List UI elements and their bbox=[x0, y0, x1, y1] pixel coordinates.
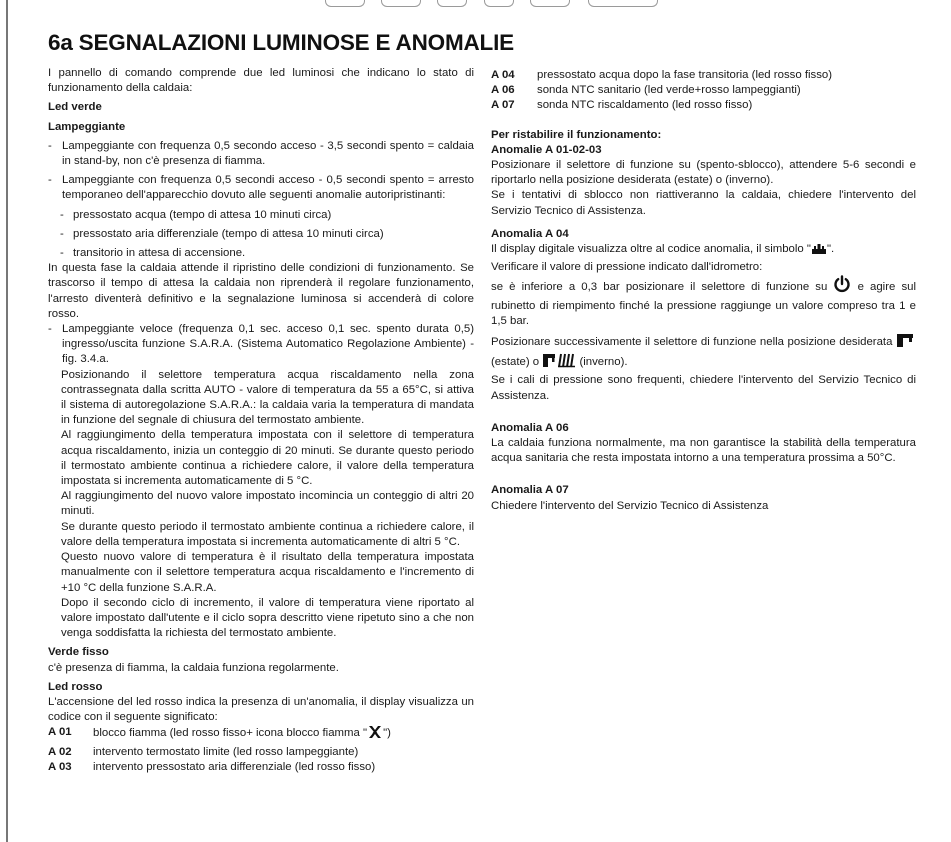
anomalia-a04-text: Posizionare successivamente il selettore di funzione nella posizione desiderata (estate) o (inverno). bbox=[491, 333, 916, 373]
sara-paragraph: Posizionando il selettore temperatura acqua riscaldamento nella zona contrassegnata dalla scritta AUTO - valore di temperatura da 55 a 65°C, si attiva il sistema di autoregolazione S.A.R.A.: la caldaia varia la temperatura di mandata in funzione del segnale di chiusura del termostato ambiente. bbox=[61, 368, 474, 427]
led-rosso-text: L'accensione del led rosso indica la presenza di un'anomalia, il display visualizza un codice con il seguente significato: bbox=[48, 695, 474, 724]
right-column bbox=[491, 68, 916, 514]
led-rosso-heading: Led rosso bbox=[48, 680, 103, 693]
top-tab[interactable] bbox=[588, 0, 658, 7]
anomaly-code-row: A 03 intervento pressostato aria differenziale (led rosso fisso) bbox=[48, 760, 376, 773]
sub-list-item: - pressostato acqua (tempo di attesa 10 minuti circa) bbox=[60, 208, 332, 221]
attesa-paragraph: In questa fase la caldaia attende il ripristino delle condizioni di funzionamento. Se trascorso il tempo di attesa la caldaia non riprenderà il regolare funzionamento, l'arresto diventerà definitivo e la segnalazione luminosa si accenderà di colore rosso. bbox=[48, 262, 474, 320]
top-tab[interactable] bbox=[381, 0, 421, 7]
anomaly-code-row: A 06 sonda NTC sanitario (led verde+rosso lampeggianti) bbox=[491, 84, 801, 97]
top-tab[interactable] bbox=[325, 0, 365, 7]
anomalia-a07-heading: Anomalia A 07 bbox=[491, 484, 569, 497]
led-verde-heading: Led verde bbox=[48, 101, 102, 114]
list-item: - Lampeggiante con frequenza 0,5 secondo acceso - 3,5 secondi spento = caldaia in stand-by, non c'è presenza di fiamma. bbox=[48, 139, 474, 168]
sara-paragraph: Se durante questo periodo il termostato ambiente continua a richiedere calore, il valore della temperatura impostata si incrementa automaticamente di altri 5 °C. bbox=[61, 520, 474, 548]
anomalie-010203-text: Posizionare il selettore di funzione su (spento-sblocco), attendere 5-6 secondi e riportarlo nella posizione desiderata (estate) o (inverno). bbox=[491, 159, 916, 187]
anomaly-code-row: A 04 pressostato acqua dopo la fase transitoria (led rosso fisso) bbox=[491, 69, 833, 81]
flame-block-icon bbox=[367, 725, 383, 744]
water-pressure-icon bbox=[811, 243, 827, 260]
verde-fisso-text: c'è presenza di fiamma, la caldaia funziona regolarmente. bbox=[48, 661, 339, 674]
left-column bbox=[48, 66, 474, 775]
anomaly-code-row: A 01 blocco fiamma (led rosso fisso+ icona blocco fiamma " ") bbox=[48, 725, 474, 744]
anomalia-a07-text: Chiedere l'intervento del Servizio Tecnico di Assistenza bbox=[491, 499, 769, 512]
sub-list-item: - transitorio in attesa di accensione. bbox=[60, 247, 246, 260]
sara-paragraph: Al raggiungimento della temperatura impostata con il selettore di temperatura acqua riscaldamento, inizia un conteggio di 20 minuti. Se durante questo periodo il termostato ambiente continua a richiedere calore, il valore della temperatura impostata si incrementa automaticamente di 5 °C. bbox=[61, 429, 474, 488]
page-title: 6a SEGNALAZIONI LUMINOSE E ANOMALIE bbox=[48, 30, 514, 55]
anomalia-a04-text: Se i cali di pressione sono frequenti, chiedere l'intervento del Servizio Tecnico di Assistenza. bbox=[491, 374, 916, 402]
anomaly-code-row: A 02 intervento termostato limite (led rosso lampeggiante) bbox=[48, 745, 359, 758]
anomalia-a04-heading: Anomalia A 04 bbox=[491, 227, 569, 240]
intro-paragraph: I pannello di comando comprende due led luminosi che indicano lo stato di funzionamento della caldaia: bbox=[48, 67, 474, 95]
sara-paragraph: Dopo il secondo ciclo di incremento, il valore di temperatura viene riportato al valore impostato dall'utente e il ciclo sopra descritto viene ripetuto sino a che non venga soddisfatta la richiesta del termostato ambiente. bbox=[61, 596, 474, 640]
ripristino-heading: Per ristabilire il funzionamento: bbox=[491, 128, 662, 141]
page-border bbox=[6, 0, 8, 842]
anomalia-a04-text: Verificare il valore di pressione indicato dall'idrometro: bbox=[491, 261, 763, 274]
anomalia-a04-text: se è inferiore a 0,3 bar posizionare il selettore di funzione su e agire sul rubinetto di riempimento finché la pressione raggiunge un valore compreso tra 1 e 1,5 bar. bbox=[491, 275, 916, 329]
power-icon bbox=[833, 275, 851, 298]
anomalia-a06-heading: Anomalia A 06 bbox=[491, 421, 569, 434]
top-tab[interactable] bbox=[484, 0, 514, 7]
anomalia-a06-text: La caldaia funziona normalmente, ma non garantisce la stabilità della temperatura acqua sanitaria che resta impostata intorno a una temperatura prossima a 50°C. bbox=[491, 437, 916, 465]
anomalia-a04-text: Il display digitale visualizza oltre al codice anomalia, il simbolo " ". bbox=[491, 242, 916, 260]
sara-paragraph: Questo nuovo valore di temperatura è il risultato della temperatura impostata manualmente con il selettore temperatura acqua riscaldamento e l'incremento di +10 °C della funzione S.A.R.A. bbox=[61, 551, 474, 594]
verde-fisso-heading: Verde fisso bbox=[48, 646, 109, 659]
sara-paragraph: Al raggiungimento del nuovo valore impostato incomincia un conteggio di altri 20 minuti. bbox=[61, 490, 474, 518]
list-item: - Lampeggiante con frequenza 0,5 secondi acceso - 0,5 secondi spento = arresto temporaneo dell'apparecchio dovuto alle seguenti anomalie autoripristinanti: bbox=[48, 174, 474, 202]
tap-radiator-winter-icon bbox=[542, 353, 576, 373]
anomalie-010203-text: Se i tentativi di sblocco non riattiveranno la caldaia, chiedere l'intervento del Servizio Tecnico di Assistenza. bbox=[491, 189, 916, 217]
top-tab[interactable] bbox=[437, 0, 467, 7]
anomaly-code-row: A 07 sonda NTC riscaldamento (led rosso fisso) bbox=[491, 99, 753, 112]
top-tab-strip bbox=[0, 0, 951, 8]
anomalie-010203-heading: Anomalie A 01-02-03 bbox=[491, 143, 602, 156]
list-item: - Lampeggiante veloce (frequenza 0,1 sec. acceso 0,1 sec. spento durata 0,5) ingresso/uscita funzione S.A.R.A. (Sistema Automatico Regolazione Ambiente) - fig. 3.4.a. bbox=[48, 323, 474, 366]
sub-list-item: - pressostato aria differenziale (tempo di attesa 10 minuti circa) bbox=[60, 227, 384, 240]
top-tab[interactable] bbox=[530, 0, 570, 7]
tap-summer-icon bbox=[896, 333, 916, 353]
lampeggiante-heading: Lampeggiante bbox=[48, 120, 126, 133]
